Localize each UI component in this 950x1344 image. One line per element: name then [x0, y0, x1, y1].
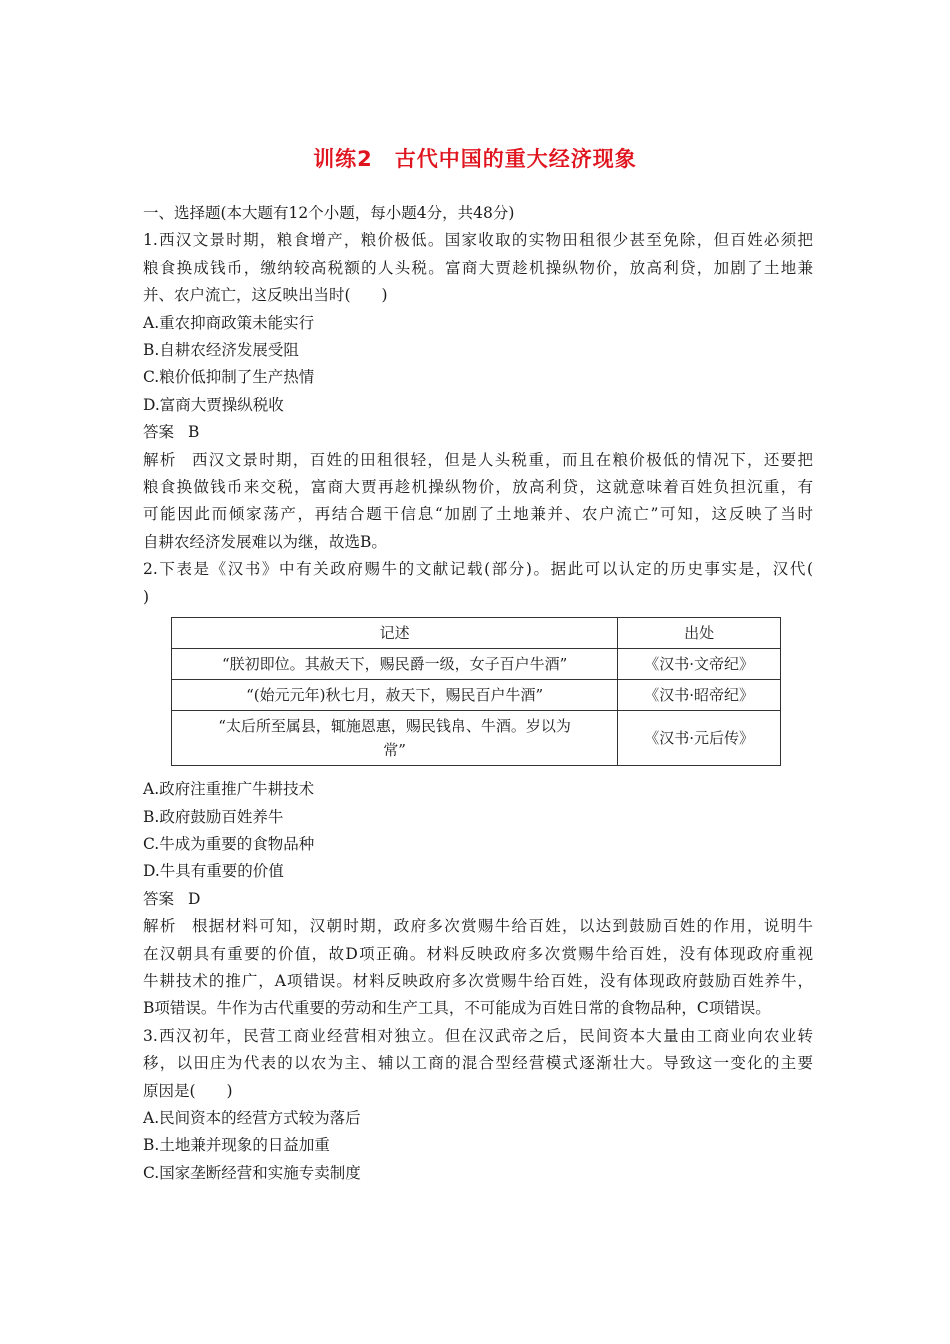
source-table — [171, 617, 781, 766]
q2-stem-line: 2.下表是《汉书》中有关政府赐牛的文献记载(部分)。据此可以认定的历史事实是，汉代( — [143, 560, 813, 579]
q2-option-c: C.牛成为重要的食物品种 — [143, 834, 315, 853]
page-title: 训练2 古代中国的重大经济现象 — [313, 147, 637, 171]
answer-value: B — [188, 423, 200, 442]
q3-stem-line: 移，以田庄为代表的以农为主、辅以工商的混合型经营模式逐渐壮大。导致这一变化的主要 — [143, 1054, 813, 1073]
analysis-text: 根据材料可知，汉朝时期，政府多次赏赐牛给百姓，以达到鼓励百姓的作用，说明牛 — [190, 917, 813, 936]
content-body — [143, 200, 813, 1187]
q1-analysis-line: 自耕农经济发展难以为继，故选B。 — [143, 532, 387, 551]
question-2 — [143, 556, 813, 1022]
table-header-source: 出处 — [618, 618, 781, 649]
table-header-record: 记述 — [172, 618, 618, 649]
q2-option-d: D.牛具有重要的价值 — [143, 862, 284, 881]
table-cell-source: 《汉书·文帝纪》 — [618, 649, 781, 680]
q1-analysis-line — [143, 447, 813, 474]
table-cell-source: 《汉书·元后传》 — [618, 711, 781, 766]
answer-label: 答案 — [143, 889, 175, 908]
analysis-text: 西汉文景时期，百姓的田租很轻，但是人头税重，而且在粮价极低的情况下，还要把 — [190, 450, 813, 469]
analysis-label: 解析 — [143, 917, 177, 936]
q1-analysis-line: 粮食换做钱币来交税，富商大贾再趁机操纵物价，放高利贷，这就意味着百姓负担沉重，有 — [143, 478, 813, 497]
q1-option-d: D.富商大贾操纵税收 — [143, 395, 284, 414]
q1-option-b: B.自耕农经济发展受阻 — [143, 341, 299, 360]
table-cell-record — [172, 711, 618, 766]
table-cell-source: 《汉书·昭帝纪》 — [618, 680, 781, 711]
table-row — [172, 711, 781, 766]
answer-value: D — [188, 889, 201, 908]
table-row — [172, 649, 781, 680]
analysis-label: 解析 — [143, 450, 177, 469]
q2-answer — [143, 886, 813, 913]
q1-stem-line: 粮食换成钱币，缴纳较高税额的人头税。富商大贾趁机操纵物价，放高利贷，加剧了土地兼 — [143, 258, 813, 277]
table-row — [172, 680, 781, 711]
q2-analysis-line: 牛耕技术的推广，A项错误。材料反映政府多次赏赐牛给百姓，没有体现政府鼓励百姓养牛， — [143, 971, 813, 990]
table-header-row — [172, 618, 781, 649]
q2-analysis-line: B项错误。牛作为古代重要的劳动和生产工具，不可能成为百姓日常的食物品种，C项错误。 — [143, 999, 771, 1018]
q3-option-a: A.民间资本的经营方式较为落后 — [143, 1108, 361, 1127]
q3-stem-line: 原因是( ) — [143, 1081, 233, 1100]
table-cell-record: “朕初即位。其赦天下，赐民爵一级，女子百户牛酒” — [172, 649, 618, 680]
q2-analysis-line — [143, 913, 813, 940]
table-cell-record: “(始元元年)秋七月，赦天下，赐民百户牛酒” — [172, 680, 618, 711]
answer-label: 答案 — [143, 423, 175, 442]
q1-stem-line: 并、农户流亡，这反映出当时( ) — [143, 286, 388, 305]
question-1 — [143, 227, 813, 556]
q1-answer — [143, 419, 813, 446]
section-heading: 一、选择题(本大题有12个小题，每小题4分，共48分) — [143, 204, 515, 222]
q1-analysis-line: 可能因此而倾家荡产，再结合题干信息“加剧了土地兼并、农户流亡”可知，这反映了当时 — [143, 505, 813, 524]
q1-option-a: A.重农抑商政策未能实行 — [143, 313, 315, 332]
record-line: 常” — [383, 741, 406, 760]
q2-option-b: B.政府鼓励百姓养牛 — [143, 807, 284, 826]
q3-stem-line: 3.西汉初年，民营工商业经营相对独立。但在汉武帝之后，民间资本大量由工商业向农业转 — [143, 1026, 813, 1045]
q2-stem-line: ) — [143, 587, 150, 606]
record-line: “太后所至属县，辄施恩惠，赐民钱帛、牛酒。岁以为 — [218, 717, 571, 736]
q3-option-b: B.土地兼并现象的日益加重 — [143, 1136, 330, 1155]
q2-analysis-line: 在汉朝具有重要的价值，故D项正确。材料反映政府多次赏赐牛给百姓，没有体现政府重视 — [143, 944, 813, 963]
q2-option-a: A.政府注重推广牛耕技术 — [143, 780, 315, 799]
q3-option-c: C.国家垄断经营和实施专卖制度 — [143, 1163, 361, 1182]
q1-stem-line: 1.西汉文景时期，粮食增产，粮价极低。国家收取的实物田租很少甚至免除，但百姓必须把 — [143, 231, 813, 250]
question-3 — [143, 1023, 813, 1187]
q1-option-c: C.粮价低抑制了生产热情 — [143, 368, 315, 387]
